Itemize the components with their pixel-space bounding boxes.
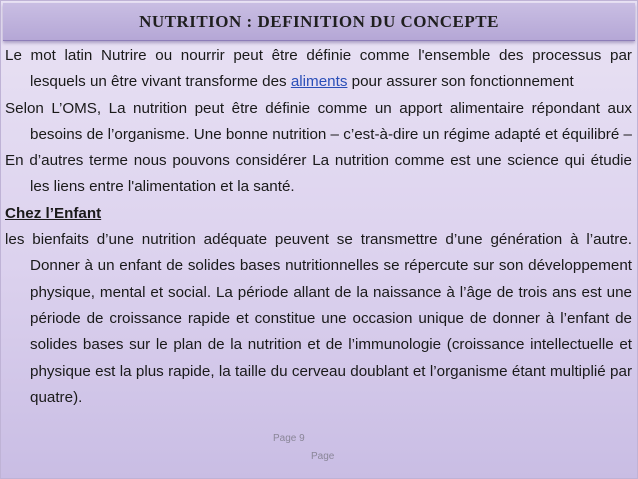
title-bar [3,3,635,41]
page-number-label: Page 9 [273,433,305,444]
page-footer: Page [311,451,335,462]
paragraph-enfant: les bienfaits d’une nutrition adéquate peuvent se transmettre d’une génération à l’autre. Donner à un enfant de solides bases nutritionnelles se répercute sur son développement physique, mental et social. La période allant de la naissance à l’âge de trois ans est une période de croissance rapide et constitue une occasion unique de donner à l’enfant de solides bases sur le plan de la nutrition et de l’immunologie (croissance intellectuelle et physique est la plus rapide, la taille du cerveau doublant et l’organisme étant multiplié par quatre). [5,231,632,406]
aliments-link[interactable]: aliments [290,73,348,91]
subheading-enfant: Chez l’Enfant [5,204,102,222]
paragraph-definition-text: Le mot latin Nutrire ou nourrir peut être définie comme l'ensemble des processus par lesquels un être vivant transforme des [5,47,632,91]
paragraph-definition-end: pour assurer son fonctionnement [347,73,574,91]
slide-title: NUTRITION : DEFINITION DU CONCEPTE [139,11,499,31]
paragraph-science: En d’autres terme nous pouvons considérer La nutrition comme est une science qui étudie les liens entre l'alimentation et la santé. [5,152,632,196]
paragraph-oms: Selon L’OMS, La nutrition peut être définie comme un apport alimentaire répondant aux besoins de l’organisme. Une bonne nutrition – c’est-à-dire un régime adapté et équilibré – [5,99,632,143]
paragraph-definition [5,43,632,96]
slide-content [5,43,632,411]
